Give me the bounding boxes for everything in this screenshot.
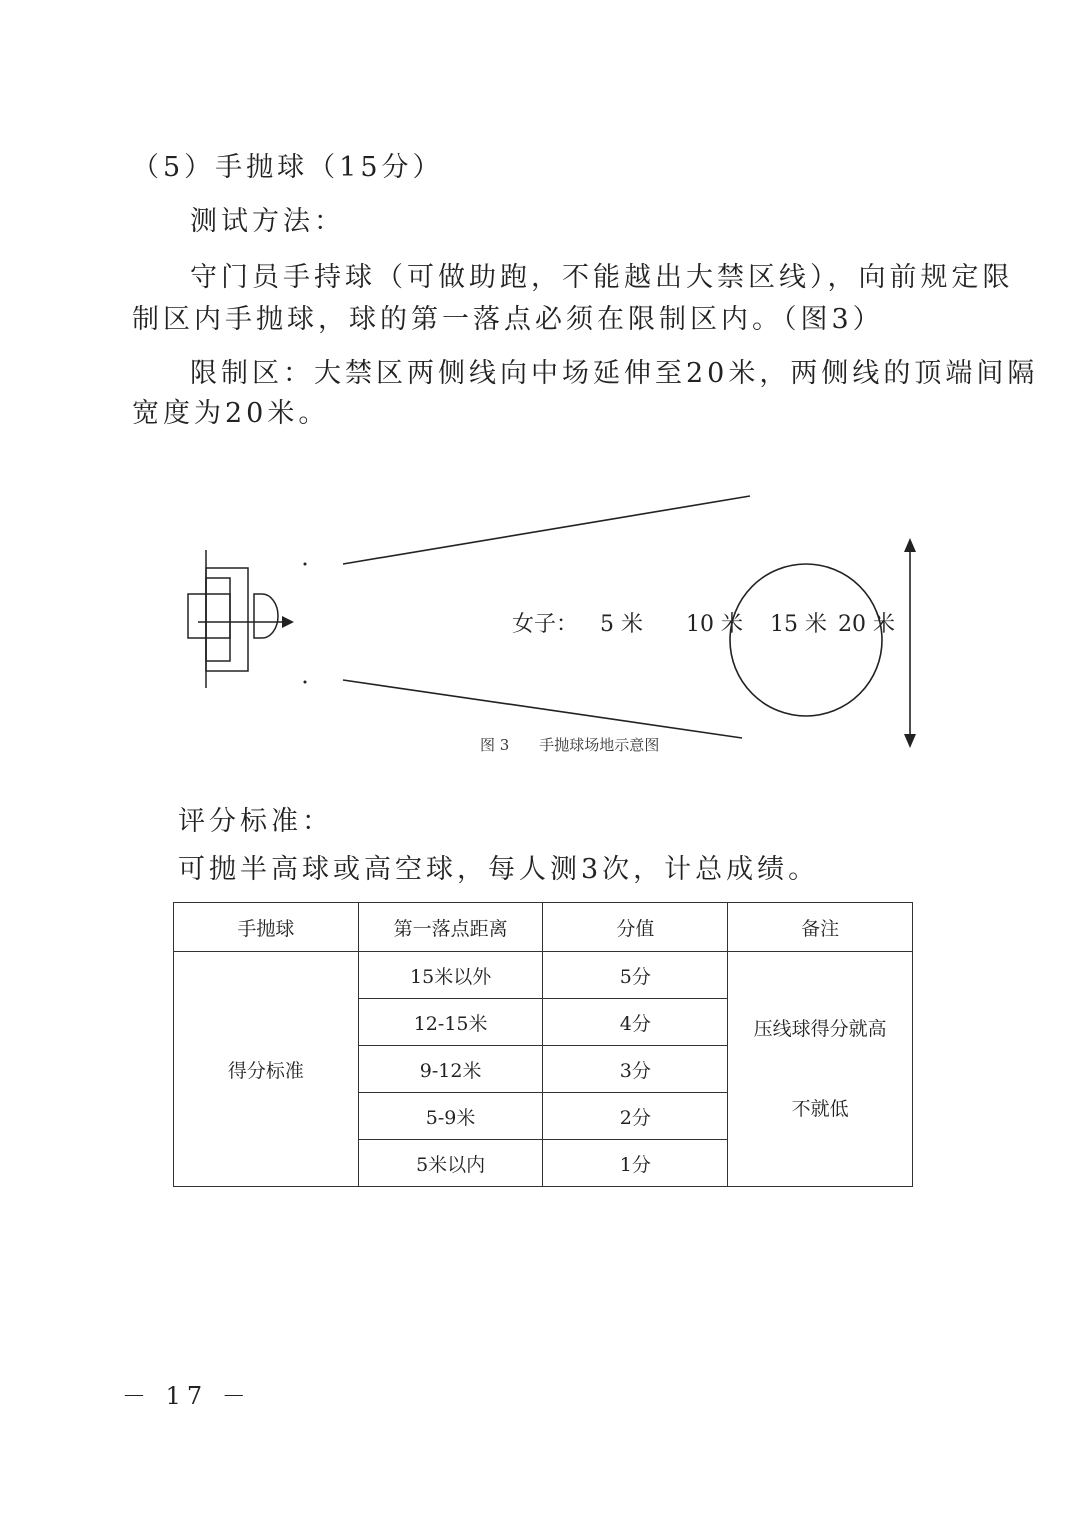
scoring-description: 可抛半高球或高空球，每人测3次，计总成绩。 (178, 854, 820, 885)
penalty-arc (254, 594, 278, 638)
row-label-cell: 得分标准 (174, 952, 359, 1187)
goal-box (188, 594, 230, 638)
distance-cell: 12-15米 (358, 999, 543, 1046)
penalty-box-outline (206, 568, 248, 671)
header-cell: 备注 (728, 903, 913, 952)
mark-5m: 5 米 (600, 612, 643, 637)
distance-cell: 5米以内 (358, 1140, 543, 1187)
distance-cell: 5-9米 (358, 1093, 543, 1140)
score-cell: 3分 (543, 1046, 728, 1093)
paragraph-2-line-1: 限制区：大禁区两侧线向中场延伸至20米，两侧线的顶端间隔 (190, 358, 1039, 389)
note-line-1: 压线球得分就高 (753, 1018, 887, 1040)
paragraph-1-line-1: 守门员手持球（可做助跑，不能越出大禁区线），向前规定限 (190, 262, 1014, 293)
mark-20m: 20 米 (838, 612, 895, 637)
table-header-row (174, 903, 913, 952)
score-cell: 4分 (543, 999, 728, 1046)
dot-lower (304, 681, 307, 684)
distance-cell: 9-12米 (358, 1046, 543, 1093)
score-cell: 2分 (543, 1093, 728, 1140)
header-cell: 分值 (543, 903, 728, 952)
throw-arrow-head (282, 616, 294, 628)
paragraph-2-line-2: 宽度为20米。 (132, 398, 330, 429)
score-cell: 5分 (543, 952, 728, 999)
mark-10m: 10 米 (686, 612, 743, 637)
paragraph-1-line-2: 制区内手抛球，球的第一落点必须在限制区内。（图3） (132, 304, 884, 335)
lower-boundary-line (343, 680, 742, 738)
note-line-2: 不就低 (791, 1098, 849, 1120)
throw-field-diagram (170, 480, 930, 770)
section-title: （5）手抛球（15分） (132, 152, 444, 183)
dot-upper (304, 563, 307, 566)
label-women: 女子： (512, 612, 579, 637)
score-cell: 1分 (543, 1140, 728, 1187)
landing-circle (730, 564, 882, 716)
upper-boundary-line (343, 496, 750, 564)
scoring-table (173, 902, 913, 1187)
scoring-label: 评分标准： (178, 806, 333, 837)
header-cell: 第一落点距离 (358, 903, 543, 952)
goal-area-outline (206, 578, 230, 661)
page-number: － 17 － (122, 1382, 252, 1410)
distance-cell: 15米以外 (358, 952, 543, 999)
note-cell (728, 952, 913, 1187)
table-row (174, 952, 913, 999)
test-method-label: 测试方法： (190, 206, 345, 237)
mark-15m: 15 米 (770, 612, 827, 637)
width-arrow-top (904, 538, 916, 552)
header-cell: 手抛球 (174, 903, 359, 952)
width-arrow-bottom (904, 734, 916, 748)
figure-caption: 图 3 手抛球场地示意图 (480, 736, 660, 754)
diagram-svg (170, 480, 930, 770)
